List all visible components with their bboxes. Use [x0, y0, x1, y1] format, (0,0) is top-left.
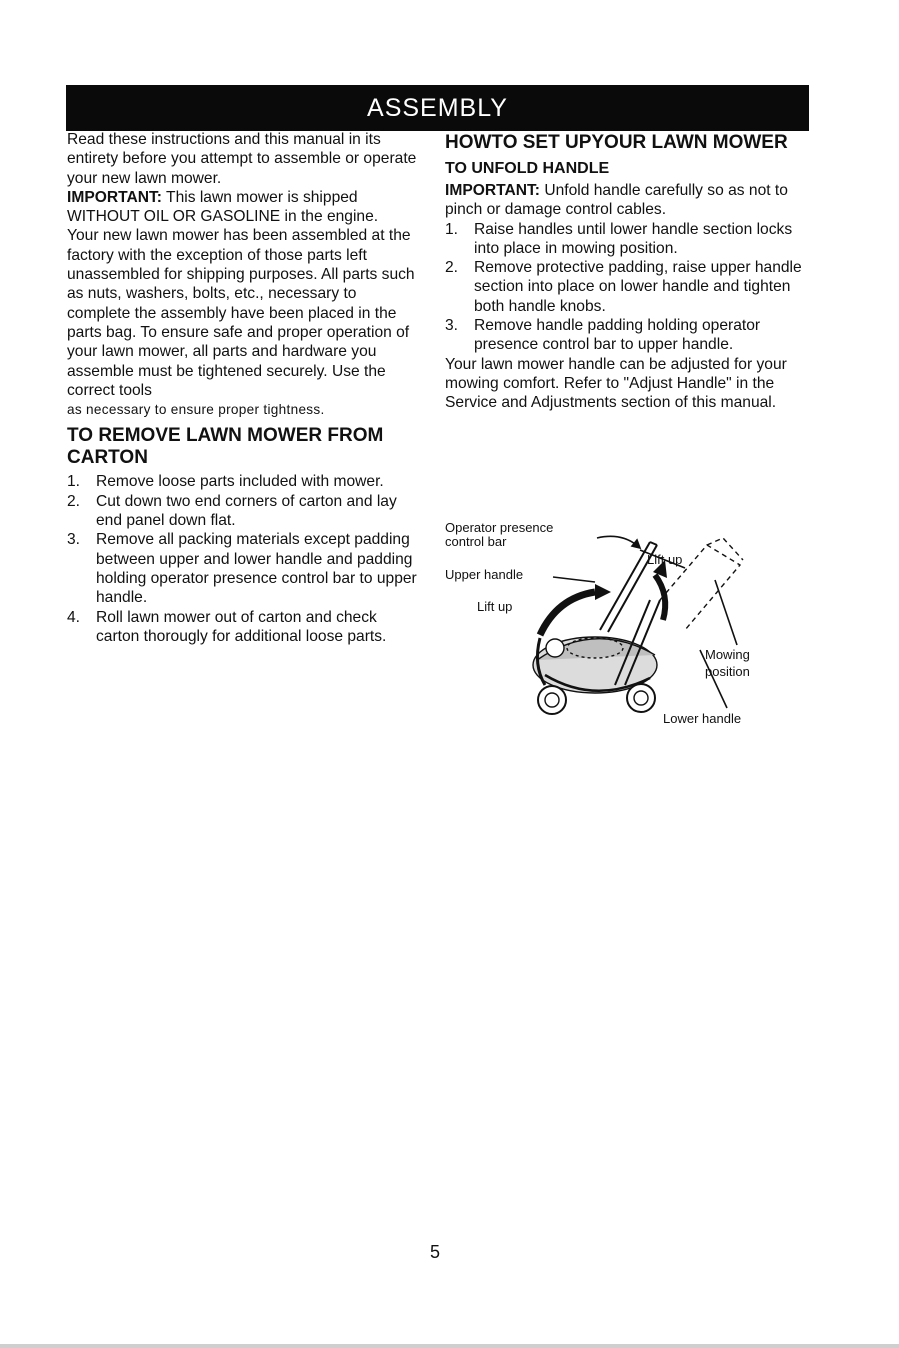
step-number: 4. [67, 608, 81, 626]
setup-heading: HOWTO SET UPYOUR LAWN MOWER [445, 132, 788, 153]
important-label: IMPORTANT: [445, 182, 540, 199]
important-oil-paragraph [67, 188, 423, 227]
label-upper-handle: Upper handle [445, 567, 524, 582]
step-number: 2. [445, 259, 459, 277]
list-item [445, 220, 805, 259]
step-number: 1. [445, 220, 459, 238]
adjust-paragraph: Your lawn mower handle can be adjusted for your mowing comfort. Refer to "Adjust Handle" in the Service and Adjustments section of this manual. [445, 355, 787, 412]
important-cables-paragraph [445, 181, 805, 220]
assembled-paragraph: Your new lawn mower has been assembled at the factory with the exception of those parts left unassembled for shipping purposes. All parts such as nuts, washers, bolts, etc., necessary to complete the assembly have been placed in the parts bag. To ensure safe and proper operation of your lawn mower, all parts and hardware you assemble must be tightened securely. Use the correct tools [67, 227, 415, 399]
step-text: Remove loose parts included with mower. [96, 473, 384, 491]
remove-steps-list [67, 472, 423, 646]
important-text: Unfold handle carefully so as not to pinch or damage control cables. [445, 182, 788, 219]
label-control-bar: control bar [445, 534, 507, 549]
list-item [67, 530, 423, 607]
section-banner [66, 85, 809, 131]
step-text: Cut down two end corners of carton and lay end panel down flat. [96, 492, 397, 530]
label-lift-up-right: Lift up [647, 552, 683, 567]
step-text: Remove protective padding, raise upper handle section into place on lower handle and tighten both handle knobs. [474, 259, 802, 315]
handle-unfold-figure [445, 520, 785, 735]
step-number: 1. [67, 473, 81, 491]
step-number: 3. [67, 531, 81, 549]
section-title: ASSEMBLY [367, 94, 508, 122]
step-number: 2. [67, 492, 81, 510]
list-item [445, 316, 805, 355]
unfold-handle-heading: TO UNFOLD HANDLE [445, 160, 610, 177]
label-lower-handle: Lower handle [663, 711, 742, 726]
important-label: IMPORTANT: [67, 188, 162, 206]
page-number: 5 [429, 1242, 440, 1262]
list-item [67, 472, 423, 491]
step-text: Raise handles until lower handle section locks into place in mowing position. [474, 220, 793, 257]
list-item [445, 258, 805, 316]
lawn-mower-illustration [445, 520, 785, 735]
step-text: Remove handle padding holding operator presence control bar to upper handle. [474, 317, 761, 354]
step-text: Roll lawn mower out of carton and check carton thorougly for additional loose parts. [96, 608, 387, 645]
remove-from-carton-heading: TO REMOVE LAWN MOWER FROM CARTON [67, 425, 384, 469]
step-text: Remove all packing materials except padding between upper and lower handle and padding holding operator presence control bar to upper handle. [96, 531, 417, 607]
bottom-edge [0, 1344, 899, 1348]
step-number: 3. [445, 317, 459, 335]
unfold-steps-list [445, 220, 805, 355]
assembled-tail: as necessary to ensure proper tightness. [67, 402, 325, 418]
label-lift-up-left: Lift up [477, 599, 513, 614]
list-item [67, 492, 423, 531]
right-column [445, 130, 805, 413]
important-text: This lawn mower is shipped WITHOUT OIL OR GASOLINE in the engine. [67, 188, 379, 226]
intro-paragraph: Read these instructions and this manual in its entirety before you attempt to assemble or operate your new lawn mower. [67, 131, 417, 187]
label-mowing: Mowing [705, 647, 750, 662]
list-item [67, 608, 423, 647]
label-position: position [705, 664, 750, 679]
label-operator-presence: Operator presence [445, 520, 554, 535]
left-column [67, 130, 423, 646]
